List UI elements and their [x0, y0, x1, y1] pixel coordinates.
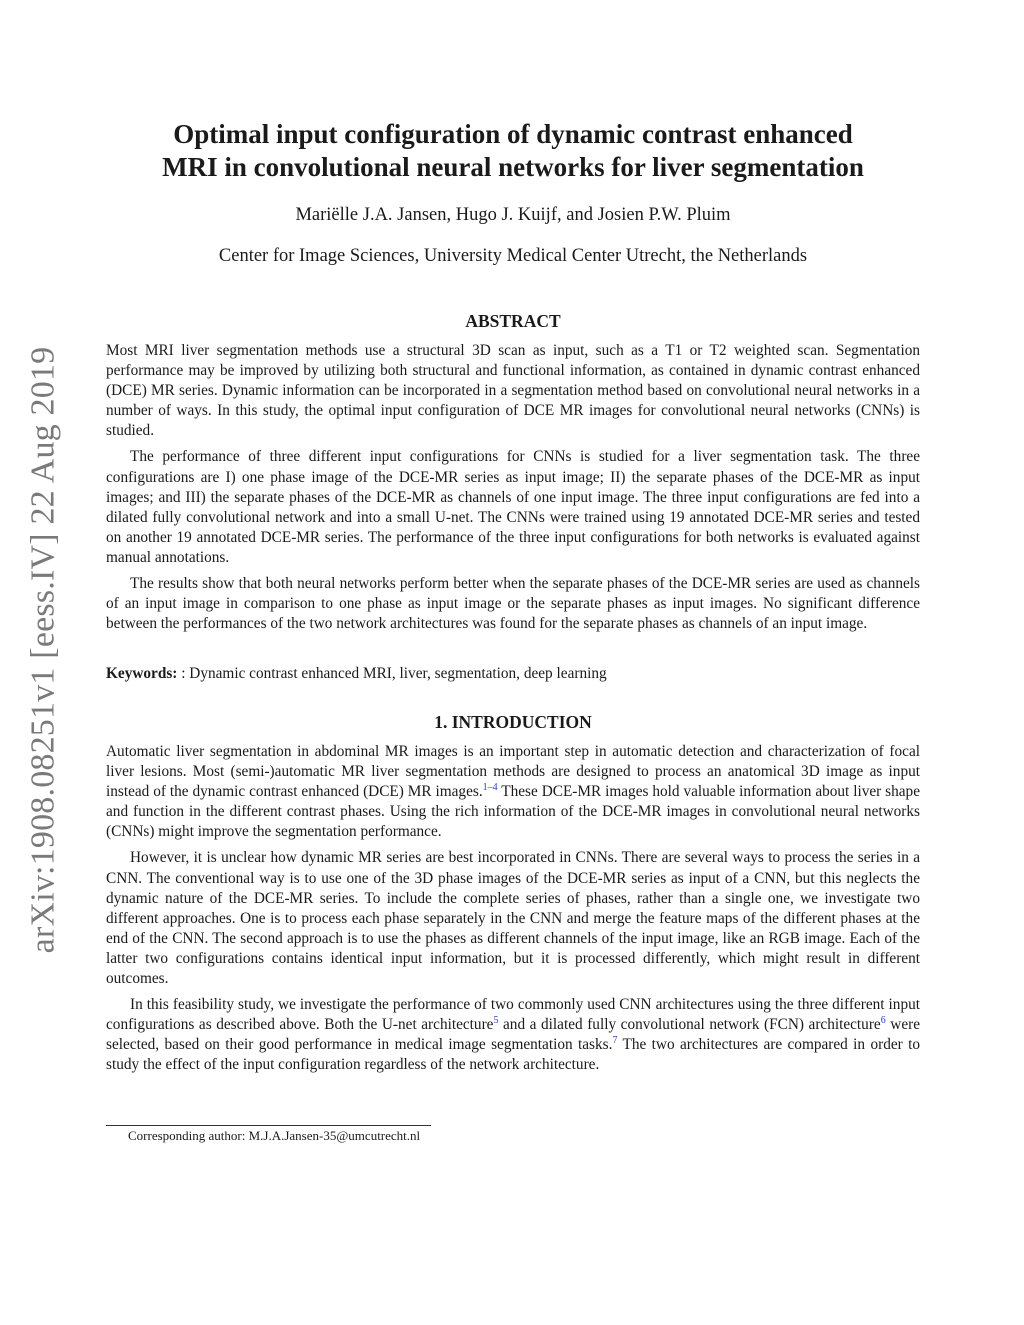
keywords-label: Keywords: — [106, 665, 178, 682]
citation-link[interactable]: 7 — [612, 1035, 618, 1047]
abstract-paragraph-2: The performance of three different input configurations for CNNs is studied for a liver segmentation task. The three configurations are I) one phase image of the DCE-MR series as input image; II) the separate phases of the DCE-MR as input images; and III) the separate phases of the DCE-MR as channels of one input image. The three input configurations are fed into a dilated fully convolutional network and into a small U-net. The CNNs were trained using 19 annotated DCE-MR series and tested on another 19 annotated DCE-MR series. The performance of the three input configurations for both networks is evaluated against manual annotations. — [106, 448, 920, 566]
abstract-paragraph-3: The results show that both neural networks perform better when the separate phases of the DCE-MR series are used as channels of an input image in comparison to one phase as input image or the separate phases as input images. No significant difference between the performances of the two network architectures was found for the separate phases as channels of an input image. — [106, 575, 920, 633]
introduction-heading: 1. INTRODUCTION — [434, 712, 592, 732]
intro-p3-text-b: and a dilated fully convolutional network (FCN) architecture — [498, 1016, 881, 1034]
introduction-body — [106, 742, 920, 1082]
keywords — [106, 665, 920, 683]
intro-p3-text-d: The two architectures are compared in order to study the effect of the input configuration regardless of the network architecture. — [106, 1036, 920, 1074]
footnote-rule — [106, 1125, 431, 1126]
title-line-1: Optimal input configuration of dynamic contrast enhanced — [173, 119, 853, 149]
intro-paragraph-2: However, it is unclear how dynamic MR series are best incorporated in CNNs. There are several ways to process the series in a CNN. The conventional way is to use one of the 3D phase images of the DCE-MR series as input of a CNN, but this neglects the dynamic nature of the DCE-MR series. To include the complete series of phases, rather than a single one, we investigate two different approaches. One is to process each phase separately in the CNN and merge the feature maps of the different phases at the end of the CNN. The second approach is to use the phases as different channels of the input image, like an RGB image. Each of the latter two configurations contains identical input information, but it is processed differently, which might result in different outcomes. — [106, 849, 920, 988]
intro-p3-text-c: were selected, based on their good performance in medical image segmentation tasks. — [106, 1016, 921, 1054]
affiliation: Center for Image Sciences, University Medical Center Utrecht, the Netherlands — [218, 246, 808, 266]
intro-paragraph-1 — [106, 742, 920, 842]
keywords-text: : Dynamic contrast enhanced MRI, liver, segmentation, deep learning — [177, 665, 607, 682]
arxiv-identifier-text: arXiv:1908.08251v1 [eess.IV] 22 Aug 2019 — [24, 346, 62, 954]
arxiv-identifier — [10, 345, 76, 955]
abstract-heading: ABSTRACT — [465, 311, 561, 331]
citation-link[interactable]: 1–4 — [482, 782, 498, 794]
citation-link[interactable]: 6 — [880, 1015, 886, 1027]
intro-p1-text-b: These DCE-MR images hold valuable information about liver shape and function in the different contrast phases. Using the rich information of the DCE-MR images in convolutional neural networks (CNNs) might improve the segmentation performance. — [106, 783, 920, 841]
citation-link[interactable]: 5 — [493, 1015, 499, 1027]
intro-p3-text-a: In this feasibility study, we investigate the performance of two commonly used CNN architectures using the three different input configurations as described above. Both the U-net architecture — [106, 996, 920, 1034]
abstract-paragraph-1: Most MRI liver segmentation methods use a structural 3D scan as input, such as a T1 or T2 weighted scan. Segmentation performance may be improved by utilizing both structural and functional information, as contained in dynamic contrast enhanced (DCE) MR series. Dynamic information can be incorporated in a segmentation method based on convolutional neural networks in a number of ways. In this study, the optimal input configuration of DCE MR images for convolutional neural networks (CNNs) is studied. — [106, 342, 920, 440]
footnote-corresponding-author: Corresponding author: M.J.A.Jansen-35@umcutrecht.nl — [128, 1128, 421, 1143]
author-list: Mariëlle J.A. Jansen, Hugo J. Kuijf, and Josien P.W. Pluim — [295, 205, 731, 225]
intro-paragraph-3 — [106, 995, 920, 1075]
intro-p1-text-a: Automatic liver segmentation in abdominal MR images is an important step in automatic detection and characterization of focal liver lesions. Most (semi-)automatic MR liver segmentation methods are designed to process an anatomical 3D image as input instead of the dynamic contrast enhanced (DCE) MR images. — [106, 743, 920, 801]
paper-title — [106, 118, 920, 184]
abstract-body — [106, 341, 920, 640]
title-line-2: MRI in convolutional neural networks for liver segmentation — [162, 152, 864, 182]
